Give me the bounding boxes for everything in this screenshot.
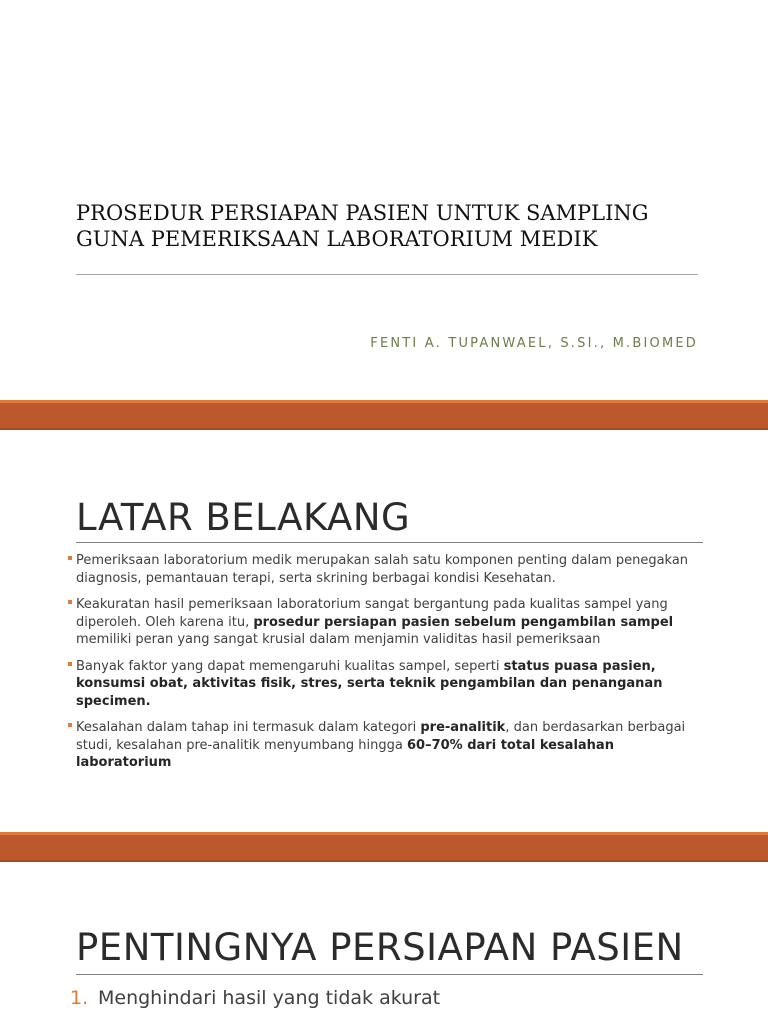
bullet-emphasis: prosedur persiapan pasien sebelum pengambilan sampel bbox=[253, 614, 674, 630]
list-number: 1. bbox=[70, 987, 89, 1009]
bullet-emphasis: status puasa pasien, konsumsi obat, aktivitas fisik, stres, serta teknik pengambilan dan penanganan specimen. bbox=[76, 658, 663, 709]
bullet-list bbox=[68, 552, 704, 781]
bullet-item bbox=[68, 596, 704, 649]
slide-separator-band bbox=[0, 400, 768, 430]
title-slide bbox=[0, 0, 768, 400]
heading-divider bbox=[76, 542, 703, 543]
list-text: Menghindari hasil yang tidak akurat bbox=[98, 987, 441, 1009]
bullet-text: memiliki peran yang sangat krusial dalam menjamin validitas hasil pemeriksaan bbox=[76, 632, 601, 647]
slide-heading: LATAR BELAKANG bbox=[76, 496, 411, 539]
background-slide bbox=[0, 432, 768, 832]
bullet-text: Kesalahan dalam tahap ini termasuk dalam kategori bbox=[76, 720, 421, 735]
bullet-emphasis: pre-analitik bbox=[420, 720, 506, 735]
title-line-2: GUNA PEMERIKSAAN LABORATORIUM MEDIK bbox=[76, 227, 598, 251]
bullet-marker-icon bbox=[68, 723, 72, 727]
bullet-item bbox=[68, 658, 704, 711]
presentation-title bbox=[76, 200, 696, 252]
bullet-item bbox=[68, 552, 704, 587]
bullet-marker-icon bbox=[68, 600, 72, 604]
title-line-1: PROSEDUR PERSIAPAN PASIEN UNTUK SAMPLING bbox=[76, 201, 649, 225]
bullet-marker-icon bbox=[68, 556, 72, 560]
bullet-emphasis: 60–70% dari total kesalahan laboratorium bbox=[76, 737, 614, 770]
importance-slide bbox=[0, 864, 768, 1024]
author-name: FENTI A. TUPANWAEL, S.SI., M.BIOMED bbox=[370, 336, 698, 351]
bullet-text: , dan berdasarkan berbagai studi, kesalahan pre-analitik menyumbang hingga bbox=[76, 720, 686, 753]
bullet-item bbox=[68, 719, 704, 772]
bullet-text: Banyak faktor yang dapat memengaruhi kualitas sampel, seperti bbox=[76, 658, 504, 674]
numbered-list bbox=[70, 984, 440, 1012]
bullet-marker-icon bbox=[68, 662, 72, 666]
heading-divider bbox=[76, 974, 703, 975]
list-item bbox=[70, 984, 440, 1012]
slide-heading: PENTINGNYA PERSIAPAN PASIEN bbox=[76, 926, 684, 969]
bullet-text: Keakuratan hasil pemeriksaan laboratorium sangat bergantung pada kualitas sampel yang diperoleh. Oleh karena itu, bbox=[76, 597, 668, 630]
title-divider bbox=[76, 274, 698, 275]
bullet-text: Pemeriksaan laboratorium medik merupakan salah satu komponen penting dalam penegakan diagnosis, pemantauan terapi, serta skrining berbagai kondisi Kesehatan. bbox=[76, 553, 689, 586]
slide-separator-band bbox=[0, 832, 768, 862]
